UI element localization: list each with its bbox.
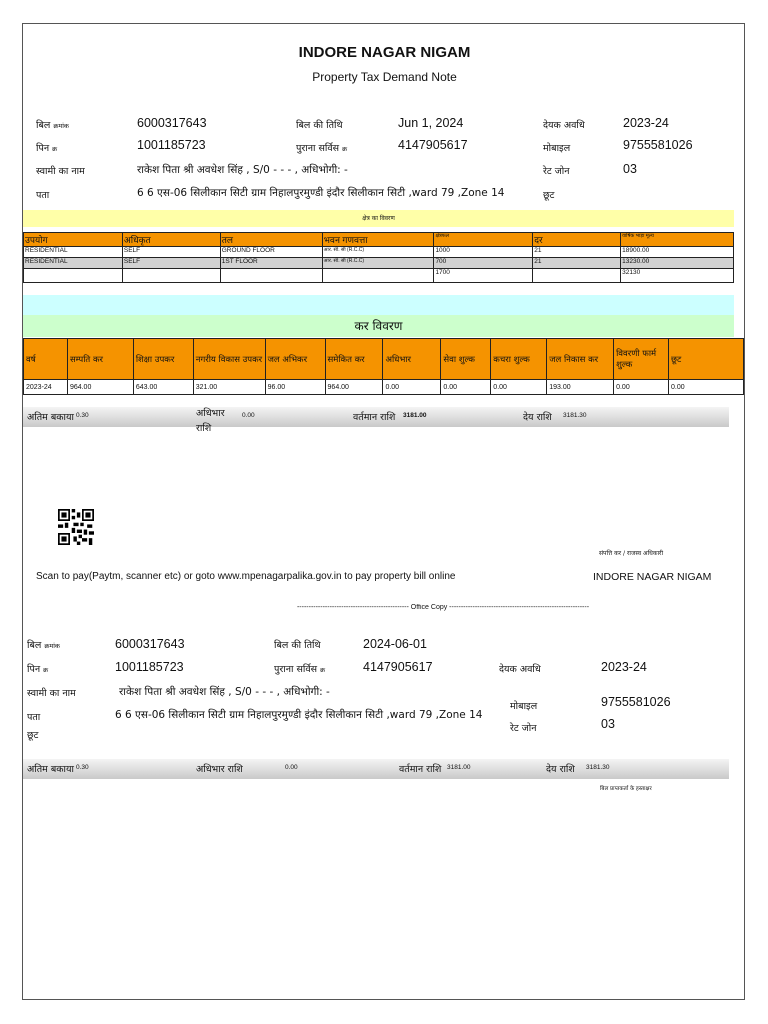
table-cell <box>533 269 621 283</box>
table-cell <box>322 269 434 283</box>
oc-rate-zone-label: रेट जोन <box>510 723 537 734</box>
table-cell: 0.00 <box>614 380 669 395</box>
oc-payable-label: देय राशि <box>546 764 575 775</box>
table-cell: SELF <box>122 258 220 269</box>
scan-to-pay-text: Scan to pay(Paytm, scanner etc) or goto www.mpenagarpalika.gov.in to pay property bill online <box>36 571 456 582</box>
table-cell: 0.00 <box>491 380 547 395</box>
col-garbage-fee: कचरा शुल्क <box>491 339 547 380</box>
surcharge-label-2: राशि <box>196 423 212 434</box>
col-urban-dev-cess: नगरीय विकास उपकर <box>193 339 265 380</box>
oc-mobile-label: मोबाइल <box>510 701 538 712</box>
table-cell: RESIDENTIAL <box>24 258 123 269</box>
demand-note-page <box>22 23 745 1000</box>
oc-address: 6 6 एस-06 सिलीकान सिटी ग्राम निहालपुरमुण्डी इंदौर सिलीकान सिटी ,ward 79 ,Zone 14 <box>115 709 483 721</box>
col-service-fee: सेवा शुल्क <box>441 339 491 380</box>
table-cell: 700 <box>434 258 533 269</box>
table-cell: 0.00 <box>669 380 744 395</box>
arrears: 0.30 <box>76 412 89 419</box>
table-cell: 643.00 <box>133 380 193 395</box>
table-cell: RESIDENTIAL <box>24 247 123 258</box>
oc-bill-date: 2024-06-01 <box>363 637 427 651</box>
oc-mobile: 9755581026 <box>601 695 671 709</box>
table-cell: GROUND FLOOR <box>220 247 322 258</box>
table-cell: 18900.00 <box>621 247 734 258</box>
bill-no-label: बिल क्रमांक <box>36 120 69 131</box>
surcharge-label: अधिभार <box>196 408 225 419</box>
col-surcharge: अधिभार <box>383 339 441 380</box>
oc-address-label: पता <box>27 712 41 723</box>
table-cell: आर. सी. सी (R.C.C) <box>322 247 434 258</box>
oc-period: 2023-24 <box>601 660 647 674</box>
area-section-title: क्षेत्र का विवरण <box>23 210 734 227</box>
table-cell <box>220 269 322 283</box>
area-table <box>23 232 734 283</box>
surcharge: 0.00 <box>242 412 255 419</box>
bill-no: 6000317643 <box>137 116 207 130</box>
office-copy-divider: ------------------------------------------------ Office Copy ------------------------------------------------------------ <box>296 604 590 611</box>
col-usage: उपयोग <box>24 233 123 247</box>
total-area: 1700 <box>434 269 533 283</box>
table-cell: 96.00 <box>265 380 325 395</box>
pin: 1001185723 <box>137 138 206 152</box>
oc-summary-bar <box>23 759 729 779</box>
owner-label: स्वामी का नाम <box>36 166 85 177</box>
spacer-band <box>23 295 734 315</box>
oc-pin: 1001185723 <box>115 660 184 674</box>
oc-payable-amount: 3181.30 <box>586 764 610 771</box>
col-rate: दर <box>533 233 621 247</box>
oc-arrears: 0.30 <box>76 764 89 771</box>
col-occupancy: अधिकृत <box>122 233 220 247</box>
table-cell: SELF <box>122 247 220 258</box>
table-cell: 193.00 <box>547 380 614 395</box>
officer-title: संपत्ति कर / राजस्व अधिकारी <box>599 550 664 557</box>
doc-subtitle: Property Tax Demand Note <box>312 70 457 84</box>
area-table-header <box>24 233 734 247</box>
col-drainage-tax: जल निकास कर <box>547 339 614 380</box>
oc-surcharge-label: अधिभार राशि <box>196 764 243 775</box>
col-area: क्षेत्रफल <box>434 233 533 247</box>
qr-code-icon[interactable] <box>58 509 94 545</box>
table-cell: 21 <box>533 247 621 258</box>
oc-pin-label: पिन क्र <box>27 664 49 675</box>
oc-arrears-label: अतिम बकाया <box>27 764 74 775</box>
table-cell: 321.00 <box>193 380 265 395</box>
pin-label: पिन क्र <box>36 143 58 154</box>
payable-amount: 3181.30 <box>563 412 587 419</box>
col-education-cess: शिक्षा उपकर <box>133 339 193 380</box>
col-construction: भवन गणवत्ता <box>322 233 434 247</box>
table-cell: 0.00 <box>441 380 491 395</box>
owner-name: राकेश पिता श्री अवधेश सिंह , S/0 - - - , अधिभोगी: - <box>137 164 348 176</box>
table-cell <box>24 269 123 283</box>
table-cell: 964.00 <box>67 380 133 395</box>
oc-period-label: देयक अवधि <box>499 664 541 675</box>
tax-table <box>23 338 744 395</box>
oc-rate-zone: 03 <box>601 717 615 731</box>
current-amount: 3181.00 <box>403 412 427 419</box>
period-label: देयक अवधि <box>543 120 585 131</box>
tax-section-title: कर विवरण <box>23 315 734 337</box>
table-cell: 964.00 <box>325 380 383 395</box>
org-title: INDORE NAGAR NIGAM <box>298 44 471 61</box>
address: 6 6 एस-06 सिलीकान सिटी ग्राम निहालपुरमुण्डी इंदौर सिलीकान सिटी ,ward 79 ,Zone 14 <box>137 187 505 199</box>
oc-current-amount: 3181.00 <box>447 764 471 771</box>
table-cell: 2023-24 <box>24 380 68 395</box>
mobile-label: मोबाइल <box>543 143 571 154</box>
oc-discount-label: छूट <box>27 730 39 741</box>
col-discount: छूट <box>669 339 744 380</box>
payable-label: देय राशि <box>523 412 552 423</box>
table-cell: 13230.00 <box>621 258 734 269</box>
table-cell: 21 <box>533 258 621 269</box>
oc-old-survey: 4147905617 <box>363 660 433 674</box>
col-water-tax: जल अभिकर <box>265 339 325 380</box>
rate-zone-label: रेट जोन <box>543 166 570 177</box>
table-cell <box>122 269 220 283</box>
discount-label: छूट <box>543 190 555 201</box>
oc-old-survey-label: पुराना सर्विस क्र <box>274 664 326 675</box>
col-floor: तल <box>220 233 322 247</box>
bill-date: Jun 1, 2024 <box>398 116 464 130</box>
period: 2023-24 <box>623 116 669 130</box>
old-survey-label: पुराना सर्विस क्र <box>296 143 348 154</box>
table-row <box>24 258 734 269</box>
oc-owner-name: राकेश पिता श्री अवधेश सिंह , S/0 - - - , अधिभोगी: - <box>119 686 330 698</box>
signature-label: बिल प्राप्तकर्ता के हस्ताक्षर <box>600 786 652 792</box>
col-annual-value: वार्षिक भाड़ा मूल्य <box>621 233 734 247</box>
table-row <box>24 380 744 395</box>
rate-zone: 03 <box>623 162 637 176</box>
arrears-label: अतिम बकाया <box>27 412 74 423</box>
footer-org: INDORE NAGAR NIGAM <box>593 571 712 583</box>
table-cell: 0.00 <box>383 380 441 395</box>
table-row <box>24 247 734 258</box>
col-property-tax: सम्पति कर <box>67 339 133 380</box>
table-cell: आर. सी. सी (R.C.C) <box>322 258 434 269</box>
mobile: 9755581026 <box>623 138 693 152</box>
oc-owner-label: स्वामी का नाम <box>27 688 76 699</box>
col-form-fee: विवरणी फार्म शुल्क <box>614 339 669 380</box>
tax-table-header <box>24 339 744 380</box>
oc-bill-no: 6000317643 <box>115 637 185 651</box>
bill-date-label: बिल की तिथि <box>296 120 343 131</box>
table-cell: 1000 <box>434 247 533 258</box>
oc-bill-date-label: बिल की तिथि <box>274 640 321 651</box>
col-year: वर्ष <box>24 339 68 380</box>
old-survey: 4147905617 <box>398 138 468 152</box>
table-cell: 1ST FLOOR <box>220 258 322 269</box>
col-consolidated-tax: समेकित कर <box>325 339 383 380</box>
total-row <box>24 269 734 283</box>
address-label: पता <box>36 190 50 201</box>
oc-surcharge: 0.00 <box>285 764 298 771</box>
total-annual-value: 32130 <box>621 269 734 283</box>
oc-current-label: वर्तमान राशि <box>399 764 442 775</box>
current-label: वर्तमान राशि <box>353 412 396 423</box>
oc-bill-no-label: बिल क्रमांक <box>27 640 60 651</box>
